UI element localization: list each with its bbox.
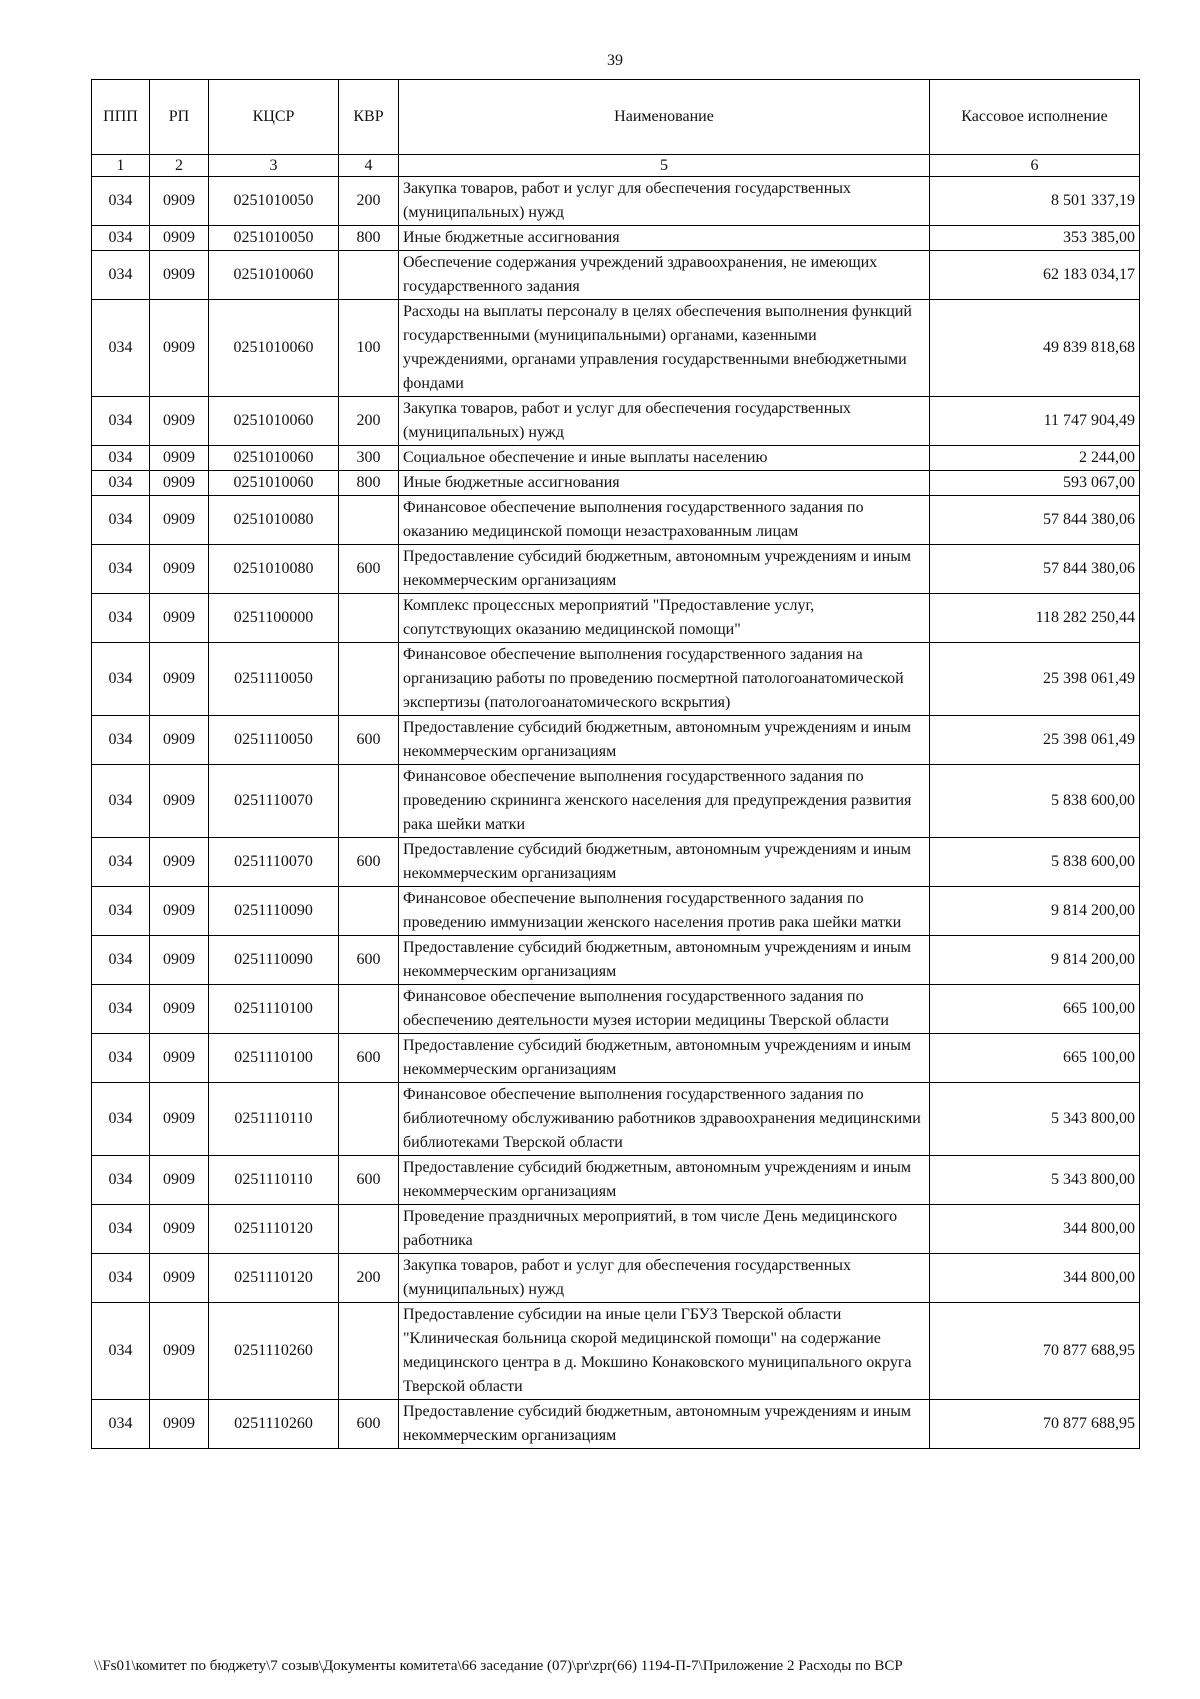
cell-kvr: 600 (339, 545, 399, 594)
cell-kcsr: 0251010060 (209, 251, 339, 300)
cell-kvr: 600 (339, 1400, 399, 1449)
cell-rp: 0909 (150, 716, 209, 765)
cell-ppp: 034 (92, 838, 150, 887)
cell-rp: 0909 (150, 1034, 209, 1083)
cell-kcsr: 0251110050 (209, 716, 339, 765)
cell-name: Социальное обеспечение и иные выплаты населению (399, 446, 930, 471)
cell-kcsr: 0251110100 (209, 1034, 339, 1083)
cell-ppp: 034 (92, 1034, 150, 1083)
cell-amount: 62 183 034,17 (930, 251, 1140, 300)
cell-rp: 0909 (150, 1400, 209, 1449)
table-row (92, 1400, 1140, 1449)
cell-name: Закупка товаров, работ и услуг для обеспечения государственных (муниципальных) нужд (399, 177, 930, 226)
cell-kcsr: 0251010060 (209, 397, 339, 446)
cell-rp: 0909 (150, 1083, 209, 1156)
cell-kcsr: 0251110120 (209, 1205, 339, 1254)
cell-rp: 0909 (150, 496, 209, 545)
table-row (92, 765, 1140, 838)
table-row (92, 1205, 1140, 1254)
column-number: 3 (209, 155, 339, 177)
cell-name: Иные бюджетные ассигнования (399, 471, 930, 496)
cell-name: Предоставление субсидий бюджетным, автономным учреждениям и иным некоммерческим организациям (399, 1034, 930, 1083)
cell-name: Предоставление субсидий бюджетным, автономным учреждениям и иным некоммерческим организациям (399, 1400, 930, 1449)
cell-ppp: 034 (92, 1303, 150, 1400)
cell-amount: 8 501 337,19 (930, 177, 1140, 226)
cell-kvr (339, 1205, 399, 1254)
cell-kcsr: 0251110070 (209, 838, 339, 887)
column-number: 1 (92, 155, 150, 177)
cell-amount: 353 385,00 (930, 226, 1140, 251)
table-row (92, 985, 1140, 1034)
cell-kcsr: 0251110090 (209, 936, 339, 985)
cell-name: Предоставление субсидий бюджетным, автономным учреждениям и иным некоммерческим организациям (399, 1156, 930, 1205)
cell-rp: 0909 (150, 594, 209, 643)
cell-kvr (339, 887, 399, 936)
cell-ppp: 034 (92, 300, 150, 397)
cell-kvr: 200 (339, 1254, 399, 1303)
cell-name: Финансовое обеспечение выполнения государственного задания по проведению скрининга женского населения для предупреждения развития рака шейки матки (399, 765, 930, 838)
cell-kvr: 600 (339, 1034, 399, 1083)
cell-name: Закупка товаров, работ и услуг для обеспечения государственных (муниципальных) нужд (399, 397, 930, 446)
cell-ppp: 034 (92, 397, 150, 446)
cell-kcsr: 0251010060 (209, 300, 339, 397)
cell-ppp: 034 (92, 1083, 150, 1156)
cell-ppp: 034 (92, 887, 150, 936)
cell-ppp: 034 (92, 446, 150, 471)
cell-kcsr: 0251010050 (209, 226, 339, 251)
cell-kcsr: 0251110260 (209, 1400, 339, 1449)
cell-amount: 5 838 600,00 (930, 838, 1140, 887)
cell-amount: 344 800,00 (930, 1205, 1140, 1254)
header-rp: РП (150, 80, 209, 155)
cell-name: Закупка товаров, работ и услуг для обеспечения государственных (муниципальных) нужд (399, 1254, 930, 1303)
cell-rp: 0909 (150, 936, 209, 985)
budget-table (91, 79, 1140, 1449)
table-row (92, 300, 1140, 397)
cell-rp: 0909 (150, 1205, 209, 1254)
column-number: 5 (399, 155, 930, 177)
cell-amount: 11 747 904,49 (930, 397, 1140, 446)
cell-ppp: 034 (92, 251, 150, 300)
table-row (92, 471, 1140, 496)
cell-name: Расходы на выплаты персоналу в целях обеспечения выполнения функций государственными (муниципальными) органами, казенными учреждениями, органами управления государственными внебюджетными фондами (399, 300, 930, 397)
cell-kcsr: 0251010080 (209, 545, 339, 594)
cell-name: Финансовое обеспечение выполнения государственного задания по оказанию медицинской помощи незастрахованным лицам (399, 496, 930, 545)
cell-kcsr: 0251100000 (209, 594, 339, 643)
cell-amount: 57 844 380,06 (930, 545, 1140, 594)
file-path-footer: \\Fs01\комитет по бюджету\7 созыв\Документы комитета\66 заседание (07)\pr\zpr(66) 1194-П-7\Приложение 2 Расходы по ВСР (94, 1658, 903, 1674)
cell-ppp: 034 (92, 545, 150, 594)
cell-kvr (339, 985, 399, 1034)
cell-amount: 57 844 380,06 (930, 496, 1140, 545)
cell-kvr (339, 496, 399, 545)
cell-ppp: 034 (92, 177, 150, 226)
cell-rp: 0909 (150, 887, 209, 936)
cell-amount: 49 839 818,68 (930, 300, 1140, 397)
column-number: 6 (930, 155, 1140, 177)
cell-kcsr: 0251110050 (209, 643, 339, 716)
column-number-row (92, 155, 1140, 177)
cell-rp: 0909 (150, 446, 209, 471)
table-row (92, 838, 1140, 887)
cell-kvr (339, 594, 399, 643)
table-row (92, 397, 1140, 446)
cell-kvr: 300 (339, 446, 399, 471)
cell-kcsr: 0251110110 (209, 1156, 339, 1205)
cell-ppp: 034 (92, 936, 150, 985)
cell-name: Обеспечение содержания учреждений здравоохранения, не имеющих государственного задания (399, 251, 930, 300)
column-number: 2 (150, 155, 209, 177)
cell-kcsr: 0251010080 (209, 496, 339, 545)
cell-ppp: 034 (92, 496, 150, 545)
cell-amount: 2 244,00 (930, 446, 1140, 471)
cell-amount: 25 398 061,49 (930, 643, 1140, 716)
table-row (92, 594, 1140, 643)
cell-kvr: 600 (339, 716, 399, 765)
cell-name: Предоставление субсидий бюджетным, автономным учреждениям и иным некоммерческим организациям (399, 838, 930, 887)
cell-ppp: 034 (92, 643, 150, 716)
cell-amount: 9 814 200,00 (930, 936, 1140, 985)
cell-kvr: 100 (339, 300, 399, 397)
table-row (92, 1254, 1140, 1303)
cell-amount: 70 877 688,95 (930, 1303, 1140, 1400)
table-row (92, 251, 1140, 300)
cell-rp: 0909 (150, 226, 209, 251)
cell-name: Финансовое обеспечение выполнения государственного задания по проведению иммунизации женского населения против рака шейки матки (399, 887, 930, 936)
cell-ppp: 034 (92, 1205, 150, 1254)
page-number: 39 (607, 52, 623, 69)
cell-kvr (339, 1083, 399, 1156)
cell-rp: 0909 (150, 643, 209, 716)
cell-rp: 0909 (150, 985, 209, 1034)
cell-rp: 0909 (150, 251, 209, 300)
cell-rp: 0909 (150, 545, 209, 594)
cell-name: Предоставление субсидий бюджетным, автономным учреждениям и иным некоммерческим организациям (399, 716, 930, 765)
cell-kvr: 200 (339, 177, 399, 226)
cell-rp: 0909 (150, 300, 209, 397)
header-kcsr: КЦСР (209, 80, 339, 155)
table-row (92, 177, 1140, 226)
cell-ppp: 034 (92, 471, 150, 496)
cell-amount: 70 877 688,95 (930, 1400, 1140, 1449)
cell-kvr (339, 643, 399, 716)
cell-kcsr: 0251010050 (209, 177, 339, 226)
cell-kcsr: 0251110120 (209, 1254, 339, 1303)
cell-kcsr: 0251110090 (209, 887, 339, 936)
cell-name: Предоставление субсидий бюджетным, автономным учреждениям и иным некоммерческим организациям (399, 936, 930, 985)
table-row (92, 1083, 1140, 1156)
cell-name: Предоставление субсидии на иные цели ГБУЗ Тверской области "Клиническая больница скорой медицинской помощи" на содержание медицинского центра в д. Мокшино Конаковского муниципального округа Тверской области (399, 1303, 930, 1400)
cell-name: Финансовое обеспечение выполнения государственного задания по обеспечению деятельности музея истории медицины Тверской области (399, 985, 930, 1034)
cell-rp: 0909 (150, 1303, 209, 1400)
column-number: 4 (339, 155, 399, 177)
header-ppp: ППП (92, 80, 150, 155)
cell-amount: 25 398 061,49 (930, 716, 1140, 765)
cell-kcsr: 0251010060 (209, 471, 339, 496)
table-row (92, 887, 1140, 936)
cell-rp: 0909 (150, 1254, 209, 1303)
cell-name: Финансовое обеспечение выполнения государственного задания по библиотечному обслуживанию работников здравоохранения медицинскими библиотеками Тверской области (399, 1083, 930, 1156)
table-row (92, 1156, 1140, 1205)
cell-kvr: 600 (339, 1156, 399, 1205)
cell-rp: 0909 (150, 471, 209, 496)
cell-rp: 0909 (150, 177, 209, 226)
cell-amount: 665 100,00 (930, 1034, 1140, 1083)
cell-kcsr: 0251110070 (209, 765, 339, 838)
cell-kvr (339, 765, 399, 838)
cell-kvr: 800 (339, 226, 399, 251)
table-row (92, 496, 1140, 545)
cell-amount: 5 838 600,00 (930, 765, 1140, 838)
cell-rp: 0909 (150, 838, 209, 887)
cell-kvr: 800 (339, 471, 399, 496)
cell-ppp: 034 (92, 1254, 150, 1303)
cell-amount: 593 067,00 (930, 471, 1140, 496)
header-amount: Кассовое исполнение (930, 80, 1140, 155)
table-row (92, 643, 1140, 716)
cell-amount: 5 343 800,00 (930, 1083, 1140, 1156)
cell-amount: 5 343 800,00 (930, 1156, 1140, 1205)
cell-kvr: 600 (339, 936, 399, 985)
cell-ppp: 034 (92, 1400, 150, 1449)
cell-amount: 9 814 200,00 (930, 887, 1140, 936)
cell-rp: 0909 (150, 1156, 209, 1205)
cell-ppp: 034 (92, 985, 150, 1034)
table-row (92, 226, 1140, 251)
cell-kcsr: 0251010060 (209, 446, 339, 471)
table-row (92, 936, 1140, 985)
cell-amount: 118 282 250,44 (930, 594, 1140, 643)
cell-rp: 0909 (150, 397, 209, 446)
cell-ppp: 034 (92, 1156, 150, 1205)
cell-ppp: 034 (92, 716, 150, 765)
table-row (92, 1303, 1140, 1400)
cell-ppp: 034 (92, 765, 150, 838)
cell-name: Финансовое обеспечение выполнения государственного задания на организацию работы по проведению посмертной патологоанатомической экспертизы (патологоанатомического вскрытия) (399, 643, 930, 716)
header-name: Наименование (399, 80, 930, 155)
cell-kvr: 600 (339, 838, 399, 887)
table-header-row (92, 80, 1140, 155)
cell-kvr (339, 251, 399, 300)
cell-kvr: 200 (339, 397, 399, 446)
cell-kvr (339, 1303, 399, 1400)
table-row (92, 716, 1140, 765)
cell-kcsr: 0251110110 (209, 1083, 339, 1156)
table-row (92, 545, 1140, 594)
table-row (92, 1034, 1140, 1083)
cell-name: Предоставление субсидий бюджетным, автономным учреждениям и иным некоммерческим организациям (399, 545, 930, 594)
cell-ppp: 034 (92, 226, 150, 251)
cell-amount: 665 100,00 (930, 985, 1140, 1034)
cell-rp: 0909 (150, 765, 209, 838)
cell-name: Проведение праздничных мероприятий, в том числе День медицинского работника (399, 1205, 930, 1254)
cell-ppp: 034 (92, 594, 150, 643)
table-row (92, 446, 1140, 471)
header-kvr: КВР (339, 80, 399, 155)
cell-kcsr: 0251110100 (209, 985, 339, 1034)
cell-name: Комплекс процессных мероприятий "Предоставление услуг, сопутствующих оказанию медицинской помощи" (399, 594, 930, 643)
cell-amount: 344 800,00 (930, 1254, 1140, 1303)
cell-kcsr: 0251110260 (209, 1303, 339, 1400)
cell-name: Иные бюджетные ассигнования (399, 226, 930, 251)
